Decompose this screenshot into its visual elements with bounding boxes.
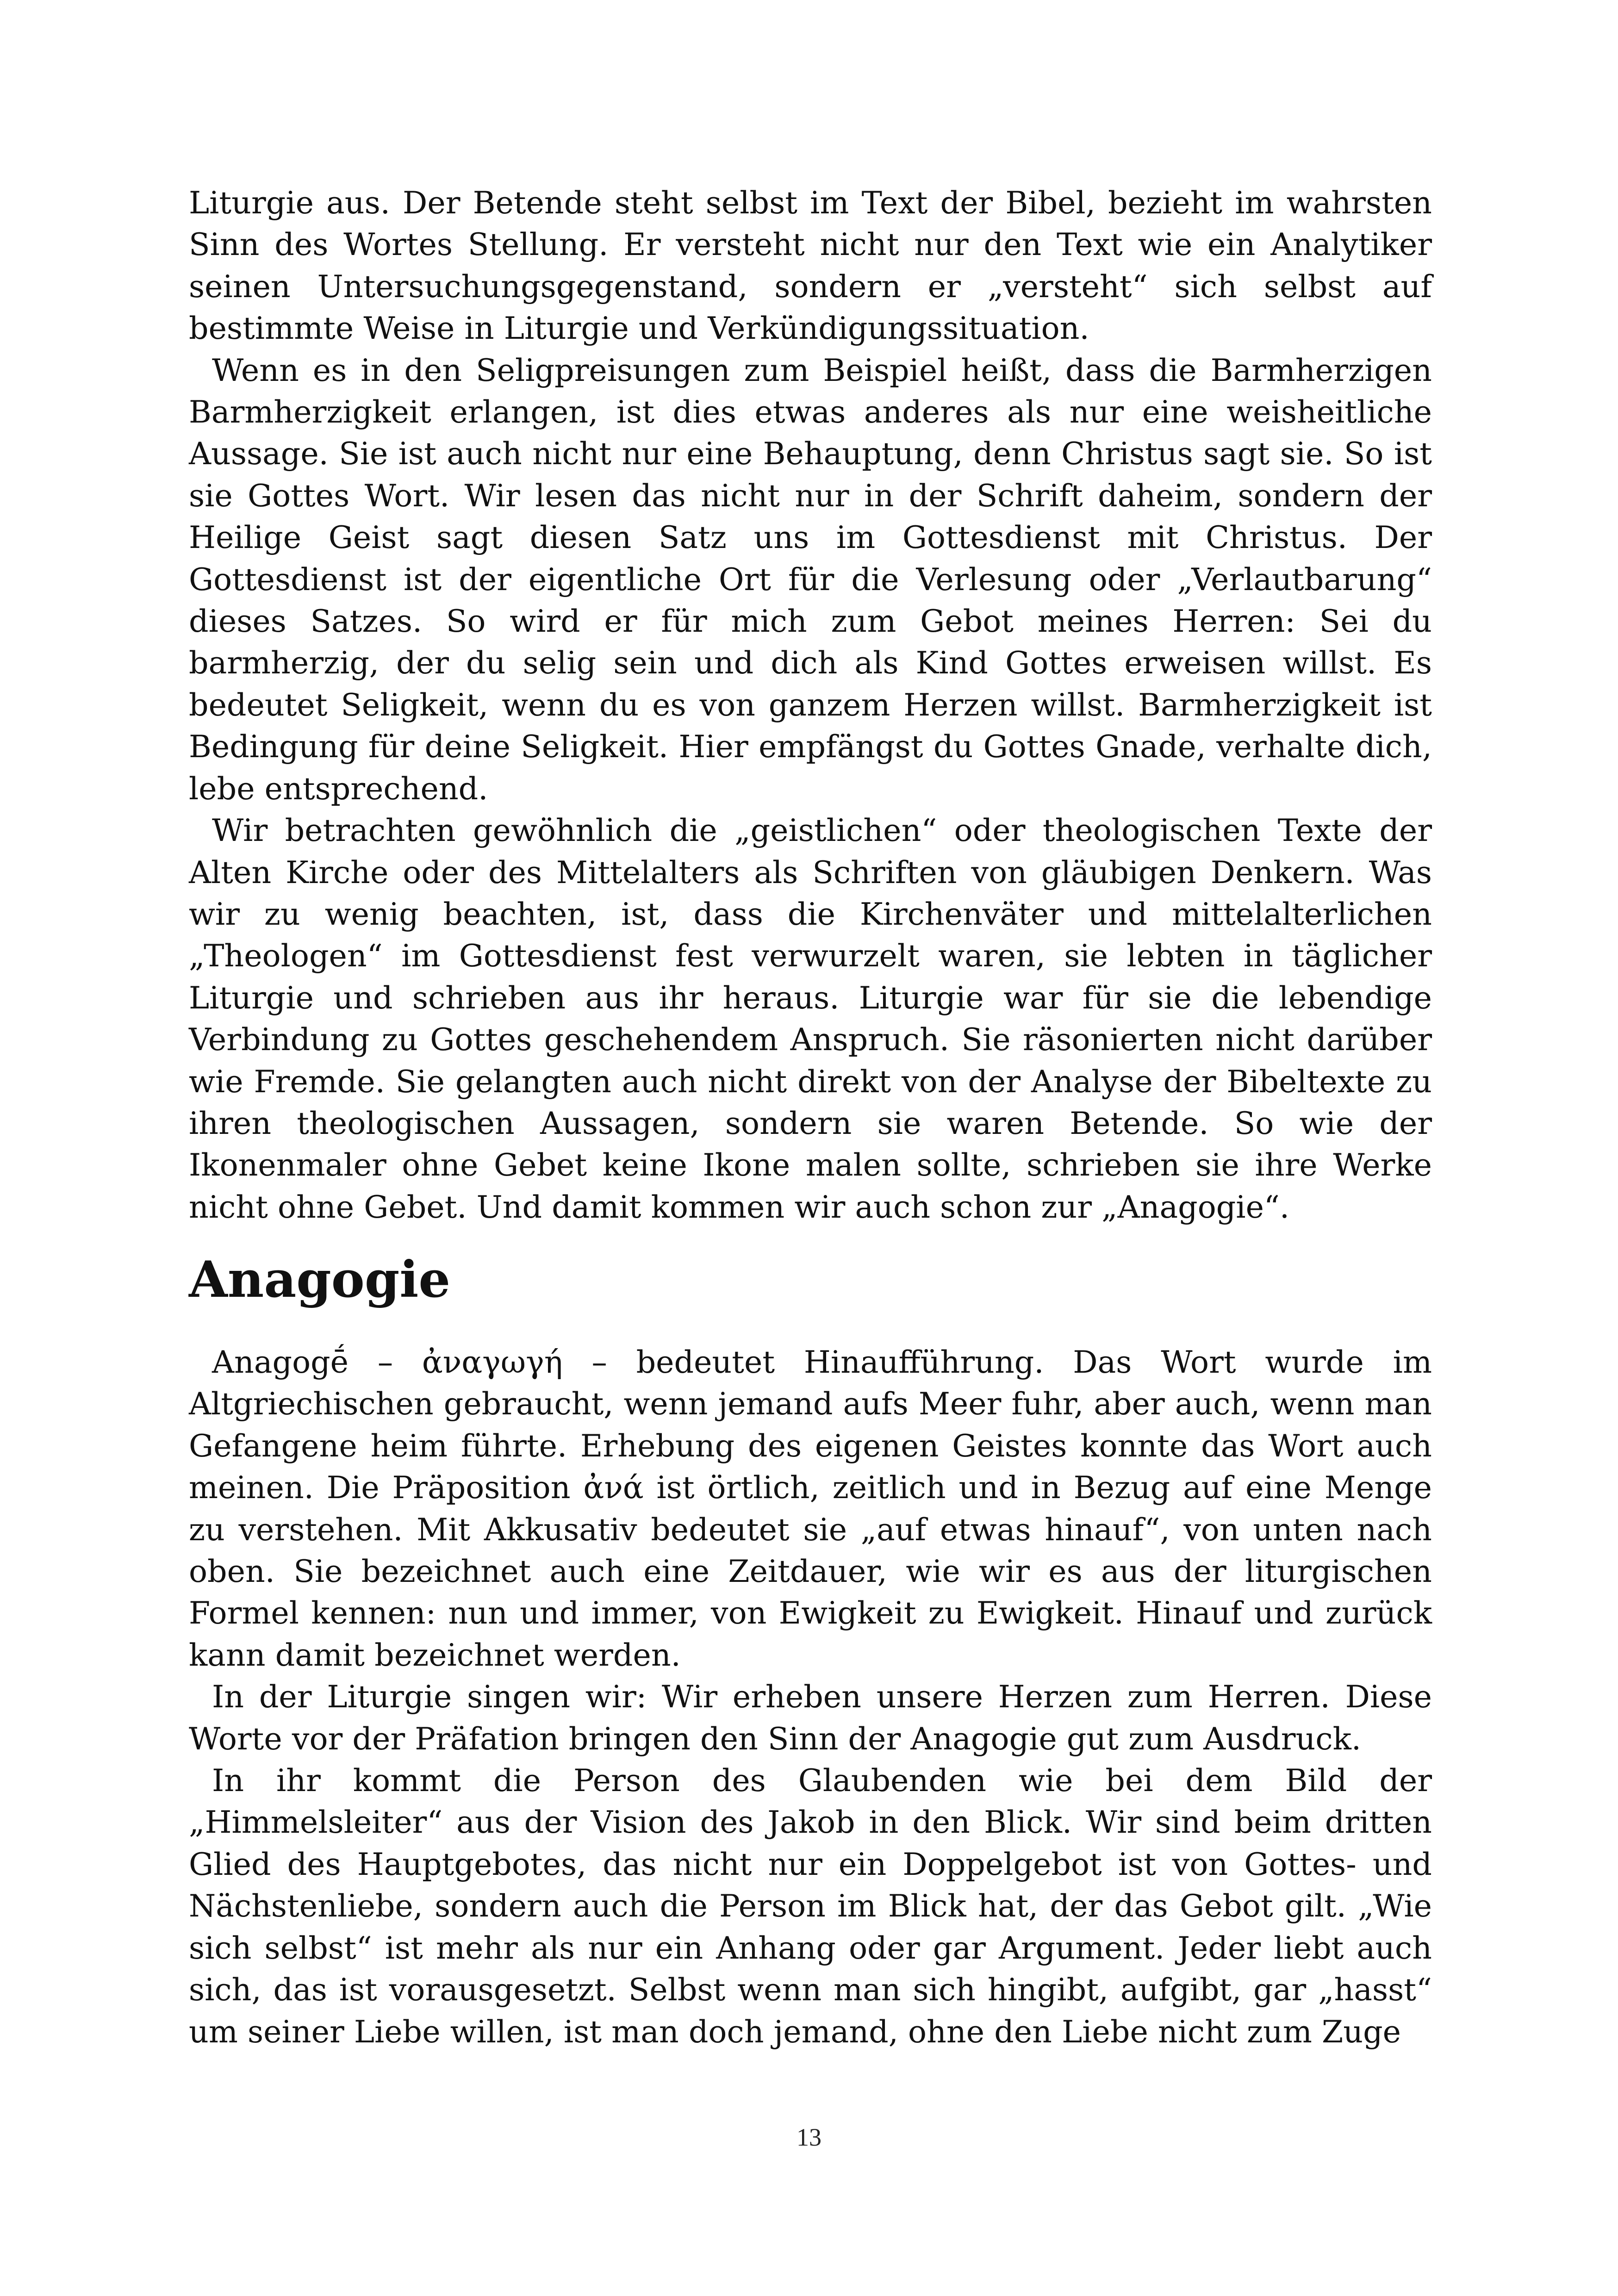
paragraph-liturgie-aus: Liturgie aus. Der Betende steht selbst im Text der Bibel, bezieht im wahrsten Sinn des Wortes Stellung. Er versteht nicht nur den Text wie ein Analytiker seinen Untersuchungsgegenstand, sondern er „versteht“ sich selbst auf bestimmte Weise in Liturgie und Verkündigungssituation. [189,185,1432,347]
paragraph-kirchenvaeter: Wir betrachten gewöhnlich die „geistlichen“ oder theologischen Texte der Alten Kirche oder des Mittelalters als Schriften von gläubigen Denkern. Was wir zu wenig beachten, ist, dass die Kirchenväter und mittelalterlichen „Theologen“ im Gottesdienst fest verwurzelt waren, sie lebten in täglicher Liturgie und schrieben aus ihr heraus. Liturgie war für sie die lebendige Verbindung zu Gottes geschehendem Anspruch. Sie räsonierten nicht darüber wie Fremde. Sie gelangten auch nicht direkt von der Analyse der Bibeltexte zu ihren theologischen Aussagen, sondern sie waren Betende. So wie der Ikonenmaler ohne Gebet keine Ikone malen sollte, schrieben sie ihre Werke nicht ohne Gebet. Und damit kommen wir auch schon zur „Anagogie“. [189,812,1432,1225]
section-heading-anagogie: Anagogie [189,1251,451,1309]
paragraph-himmelsleiter: In ihr kommt die Person des Glaubenden wie bei dem Bild der „Himmelsleiter“ aus der Vision des Jakob in den Blick. Wir sind beim dritten Glied des Hauptgebotes, das nicht nur ein Doppelgebot ist von Gottes- und Nächstenliebe, sondern auch die Person im Blick hat, der das Gebot gilt. „Wie sich selbst“ ist mehr als nur ein Anhang oder gar Argument. Jeder liebt auch sich, das ist vorausgesetzt. Selbst wenn man sich hingibt, aufgibt, gar „hasst“ um seiner Liebe willen, ist man doch jemand, ohne den Liebe nicht zum Zuge [189,1762,1432,2050]
paragraph-praefation: In der Liturgie singen wir: Wir erheben unsere Herzen zum Herren. Diese Worte vor der Präfation bringen den Sinn der Anagogie gut zum Ausdruck. [189,1679,1432,1757]
paragraph-anagoge-definition: Anagogḗ – ἀναγωγή – bedeutet Hinaufführung. Das Wort wurde im Altgriechischen gebraucht, wenn jemand aufs Meer fuhr, aber auch, wenn man Gefangene heim führte. Erhebung des eigenen Geistes konnte das Wort auch meinen. Die Präposition ἀνά ist örtlich, zeitlich und in Bezug auf eine Menge zu verstehen. Mit Akkusativ bedeutet sie „auf etwas hinauf“, von unten nach oben. Sie bezeichnet auch eine Zeitdauer, wie wir es aus der liturgischen Formel kennen: nun und immer, von Ewigkeit zu Ewigkeit. Hinauf und zurück kann damit bezeichnet werden. [189,1344,1432,1673]
paragraph-seligpreisungen: Wenn es in den Seligpreisungen zum Beispiel heißt, dass die Barmherzigen Barmherzigkeit erlangen, ist dies etwas anderes als nur eine weisheitliche Aussage. Sie ist auch nicht nur eine Behauptung, denn Christus sagt sie. So ist sie Gottes Wort. Wir lesen das nicht nur in der Schrift daheim, sondern der Heilige Geist sagt diesen Satz uns im Gottesdienst mit Christus. Der Gottesdienst ist der eigentliche Ort für die Verlesung oder „Verlautbarung“ dieses Satzes. So wird er für mich zum Gebot meines Herren: Sei du barmherzig, der du selig sein und dich als Kind Gottes erweisen willst. Es bedeutet Seligkeit, wenn du es von ganzem Herzen willst. Barmherzigkeit ist Bedingung für deine Seligkeit. Hier empfängst du Gottes Gnade, verhalte dich, lebe entsprechend. [189,352,1432,807]
page-number: 13 [797,2123,821,2151]
body-text-before-heading [189,182,1432,1228]
body-text-anagogie-section [189,1341,1432,2053]
